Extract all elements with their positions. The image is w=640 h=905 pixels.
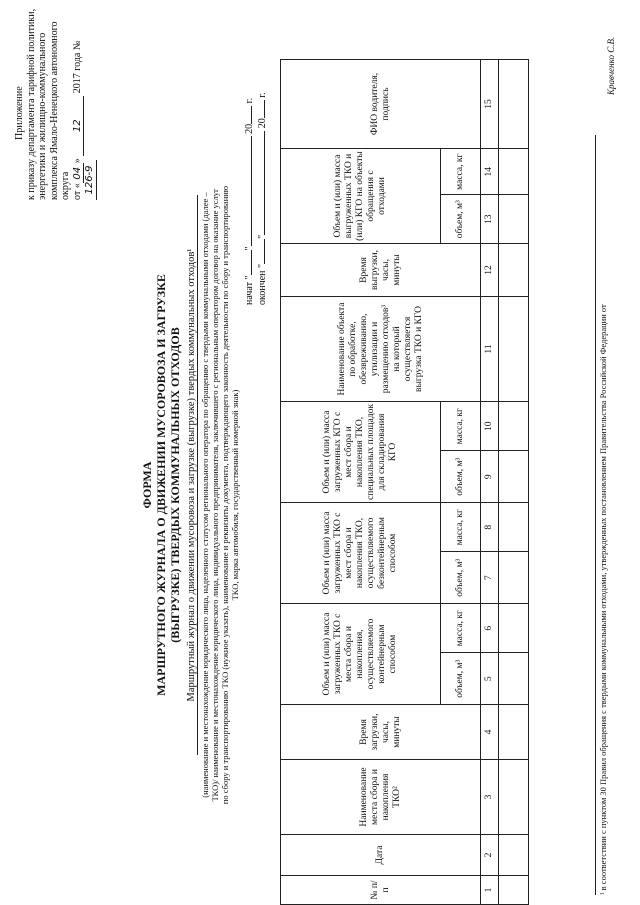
start-date-line — [243, 5, 256, 305]
header-noncontainer: Объем и (или) масса загруженных ТКО с мест сбора и накопления ТКО, осуществляемого безконтейнерным способом — [281, 503, 441, 604]
header-place: Наименование места сбора и накопления ТКО² — [281, 760, 481, 835]
sub-volume: объем, м³ — [441, 552, 481, 604]
col-number: 12 — [481, 244, 499, 297]
col-number: 9 — [481, 451, 499, 503]
document-title — [140, 225, 182, 745]
sub-volume: объем, м³ — [441, 451, 481, 503]
year-g: г. — [244, 97, 255, 104]
quote: " — [257, 234, 268, 239]
header-kgo: Объем и (или) масса загруженных КГО с мест сбора и накопления ТКО, специальных площадок для складирования КГО — [281, 402, 441, 503]
col-number: 6 — [481, 604, 499, 653]
appendix-block — [14, 0, 97, 200]
appendix-line: к приказу департамента тарифной политики, — [25, 8, 37, 200]
header-num: № п/п — [281, 876, 481, 905]
col-number: 4 — [481, 705, 499, 760]
order-number: 126-9 — [84, 160, 97, 200]
operator-note: (наименование и местонахождение юридического лица, наделенного статусом регионального оператора по обращению с твердыми коммунальными отходами (далее – ТКО)/ наименование и местонахождение юридического лица, индивидуального предпринимателя, заключившего с региональным оператором договор на оказание услуг по сбору и транспортированию ТКО (нужное указать), наименование и реквизиты документа, подтверждающего законность деятельности по сбору и транспортированию ТКО, марка автомобиля, государственный номерной знак) — [200, 185, 240, 805]
quote: " — [244, 246, 255, 251]
journal-subtitle: Маршрутный журнал о движении мусоровоза и загрузке (выгрузке) твердых коммунальных отходов¹ — [186, 195, 198, 755]
col-number: 7 — [481, 552, 499, 604]
header-unloaded: Объем и (или) масса выгруженных ТКО и (или) КГО на объекты обращения с отходами — [281, 149, 441, 244]
col-number: 5 — [481, 653, 499, 705]
order-month: 12 — [72, 96, 85, 156]
empty-row — [499, 60, 529, 905]
order-year: 2017 года № — [71, 40, 83, 94]
appendix-line: комплекса Ямало-Ненецкого автономного округа — [48, 21, 71, 200]
sub-mass: масса, кг — [441, 402, 481, 451]
column-number-row — [481, 60, 499, 905]
order-from: от « — [71, 183, 83, 200]
end-label: окончен " — [257, 263, 268, 305]
appendix-line: Приложение — [14, 86, 25, 140]
end-date-line — [256, 5, 269, 305]
appendix-line: энергетики и жилищно-коммунального — [37, 32, 48, 200]
sub-mass: масса, кг — [441, 604, 481, 653]
route-journal-table — [280, 59, 529, 905]
start-label: начат " — [244, 275, 255, 305]
col-number: 14 — [481, 149, 499, 195]
header-row-1 — [281, 60, 441, 905]
appendix-order-line — [72, 0, 97, 200]
title-line: МАРШРУТНОГО ЖУРНАЛА О ДВИЖЕНИИ МУСОРОВОЗА И ЗАГРУЗКЕ — [154, 274, 168, 696]
col-number: 15 — [481, 60, 499, 149]
header-object: Наименование объекта по обработке, обезвреживанию, утилизации и размещению отходов³ на который осуществляется выгрузка ТКО и КГО — [281, 297, 481, 402]
header-time-load: Время загрузки, часы, минуты — [281, 705, 481, 760]
year-prefix: 20 — [257, 118, 268, 129]
header-driver: ФИО водителя, подпись — [281, 60, 481, 149]
order-day: 04 — [72, 163, 85, 183]
col-number: 8 — [481, 503, 499, 552]
header-container: Объем и (или) масса загруженных ТКО с места сбора и накопления, осуществляемого контейнерным способом — [281, 604, 441, 705]
signature-text: Кравченко С.В. — [606, 36, 616, 95]
col-number: 1 — [481, 876, 499, 905]
sub-volume: объем, м³ — [441, 653, 481, 705]
col-number: 13 — [481, 195, 499, 244]
year-prefix: 20 — [244, 123, 255, 134]
order-mid: » — [71, 158, 83, 164]
sub-mass: масса, кг — [441, 503, 481, 552]
sub-mass: масса, кг — [441, 149, 481, 195]
col-number: 3 — [481, 760, 499, 835]
col-number: 10 — [481, 402, 499, 451]
header-time-unload: Время выгрузки, часы, минуты — [281, 244, 481, 297]
footnote: ¹ в соответствии с пунктом 30 Правил обращения с твердыми коммунальными отходами, утвержденных постановлением Правительства Российской Федерации от — [595, 135, 608, 895]
title-line: (ВЫГРУЗКЕ) ТВЕРДЫХ КОММУНАЛЬНЫХ ОТХОДОВ — [168, 327, 182, 643]
col-number: 2 — [481, 835, 499, 876]
title-line: ФОРМА — [140, 461, 154, 509]
dates-block — [243, 5, 269, 305]
header-date: Дата — [281, 835, 481, 876]
sub-volume: объем, м³ — [441, 195, 481, 244]
year-g: г. — [257, 92, 268, 98]
col-number: 11 — [481, 297, 499, 402]
